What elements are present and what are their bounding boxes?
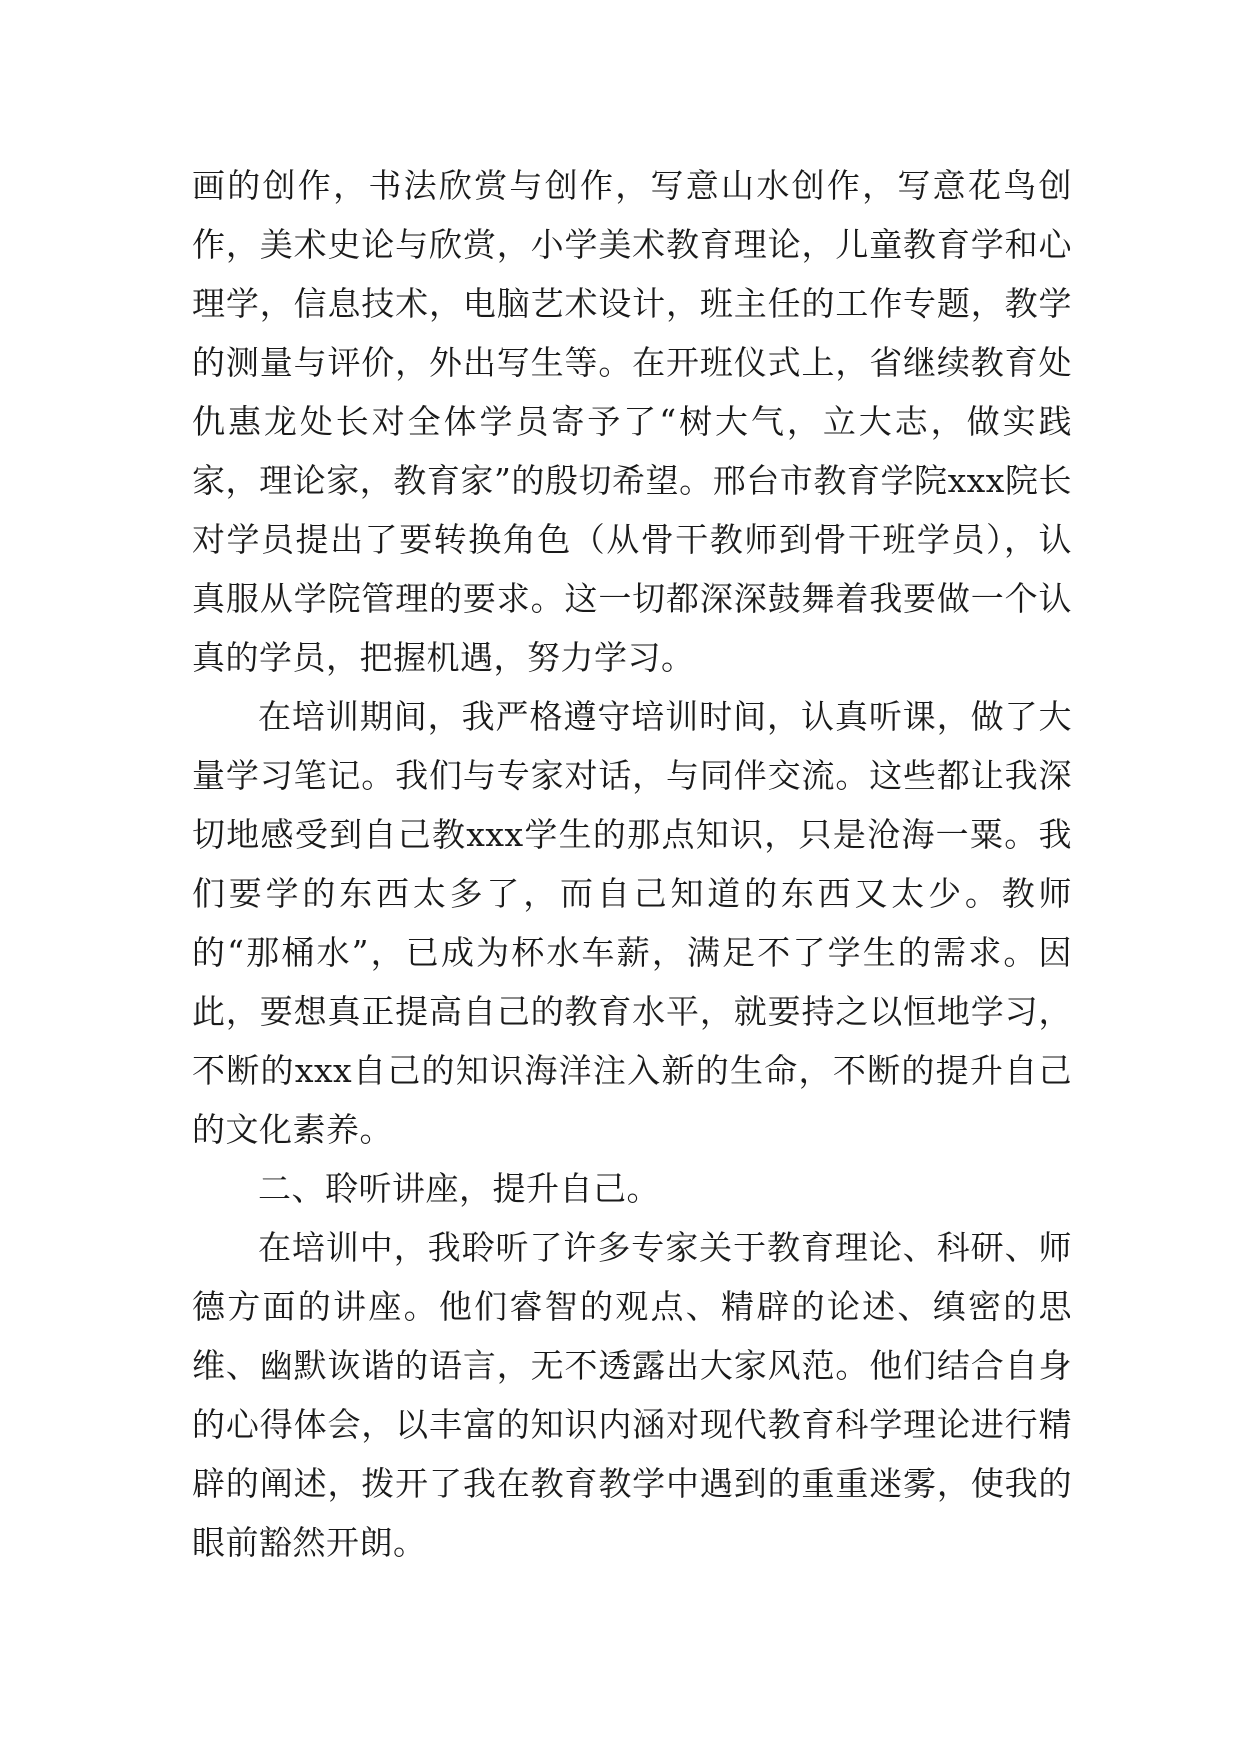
paragraph-training-period: 在培训期间，我严格遵守培训时间，认真听课，做了大量学习笔记。我们与专家对话，与同伴交流。这些都让我深切地感受到自己教xxx学生的那点知识，只是沧海一粟。我们要学的东西太多了，而自己知道的东西又太少。教师的“那桶水”，已成为杯水车薪，满足不了学生的需求。因此，要想真正提高自己的教育水平，就要持之以恒地学习，不断的xxx自己的知识海洋注入新的生命，不断的提升自己的文化素养。 — [192, 697, 1072, 1149]
document-body — [192, 156, 1072, 1572]
paragraph-lectures: 在培训中，我聆听了许多专家关于教育理论、科研、师德方面的讲座。他们睿智的观点、精辟的论述、缜密的思维、幽默诙谐的语言，无不透露出大家风范。他们结合自身的心得体会，以丰富的知识内涵对现代教育科学理论进行精辟的阐述，拨开了我在教育教学中遇到的重重迷雾，使我的眼前豁然开朗。 — [192, 1228, 1072, 1562]
paragraph-continued: 画的创作，书法欣赏与创作，写意山水创作，写意花鸟创作，美术史论与欣赏，小学美术教育理论，儿童教育学和心理学，信息技术，电脑艺术设计，班主任的工作专题，教学的测量与评价，外出写生等。在开班仪式上，省继续教育处仇惠龙处长对全体学员寄予了“树大气，立大志，做实践家，理论家，教育家”的殷切希望。邢台市教育学院xxx院长对学员提出了要转换角色（从骨干教师到骨干班学员），认真服从学院管理的要求。这一切都深深鼓舞着我要做一个认真的学员，把握机遇，努力学习。 — [192, 166, 1072, 677]
section-heading: 二、聆听讲座，提升自己。 — [258, 1169, 660, 1208]
